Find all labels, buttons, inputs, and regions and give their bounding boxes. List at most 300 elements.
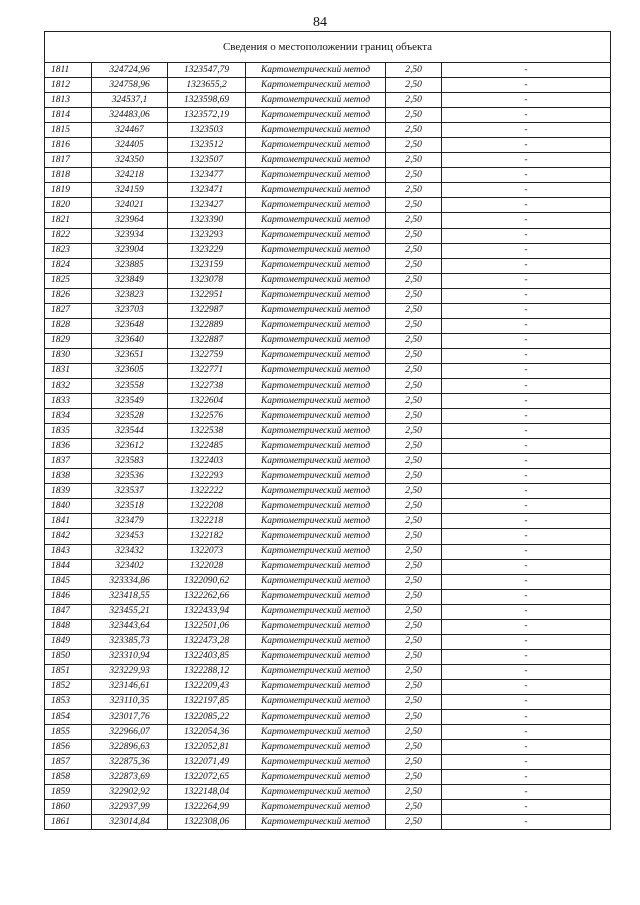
coordinate-x-cell: 323934 bbox=[92, 228, 168, 243]
coordinate-x-cell: 323418,55 bbox=[92, 589, 168, 604]
method-cell: Картометрический метод bbox=[246, 710, 386, 725]
coordinate-x-cell: 324467 bbox=[92, 123, 168, 138]
table-row bbox=[45, 333, 611, 348]
accuracy-cell: 2,50 bbox=[386, 138, 442, 153]
coordinate-y-cell: 1322264,99 bbox=[168, 800, 246, 815]
table-row bbox=[45, 679, 611, 694]
coordinate-x-cell: 323703 bbox=[92, 303, 168, 318]
coordinate-y-cell: 1323390 bbox=[168, 213, 246, 228]
description-cell: - bbox=[442, 815, 611, 830]
coordinate-x-cell: 324483,06 bbox=[92, 108, 168, 123]
accuracy-cell: 2,50 bbox=[386, 213, 442, 228]
coordinate-y-cell: 1322090,62 bbox=[168, 574, 246, 589]
accuracy-cell: 2,50 bbox=[386, 258, 442, 273]
description-cell: - bbox=[442, 664, 611, 679]
coordinate-y-cell: 1322887 bbox=[168, 333, 246, 348]
coordinate-y-cell: 1322501,06 bbox=[168, 619, 246, 634]
coordinate-y-cell: 1322054,36 bbox=[168, 725, 246, 740]
point-number-cell: 1847 bbox=[45, 604, 92, 619]
point-number-cell: 1826 bbox=[45, 288, 92, 303]
coordinate-y-cell: 1322218 bbox=[168, 514, 246, 529]
table-row bbox=[45, 198, 611, 213]
method-cell: Картометрический метод bbox=[246, 634, 386, 649]
coordinate-y-cell: 1322308,06 bbox=[168, 815, 246, 830]
table-row bbox=[45, 228, 611, 243]
method-cell: Картометрический метод bbox=[246, 770, 386, 785]
coordinate-x-cell: 323443,64 bbox=[92, 619, 168, 634]
coordinate-y-cell: 1322473,28 bbox=[168, 634, 246, 649]
coordinate-y-cell: 1322987 bbox=[168, 303, 246, 318]
coordinate-x-cell: 323455,21 bbox=[92, 604, 168, 619]
point-number-cell: 1838 bbox=[45, 469, 92, 484]
point-number-cell: 1830 bbox=[45, 348, 92, 363]
method-cell: Картометрический метод bbox=[246, 544, 386, 559]
point-number-cell: 1841 bbox=[45, 514, 92, 529]
coordinate-x-cell: 323310,94 bbox=[92, 649, 168, 664]
table-row bbox=[45, 469, 611, 484]
description-cell: - bbox=[442, 604, 611, 619]
description-cell: - bbox=[442, 529, 611, 544]
accuracy-cell: 2,50 bbox=[386, 725, 442, 740]
coordinate-x-cell: 323648 bbox=[92, 318, 168, 333]
table-row bbox=[45, 213, 611, 228]
method-cell: Картометрический метод bbox=[246, 604, 386, 619]
accuracy-cell: 2,50 bbox=[386, 228, 442, 243]
method-cell: Картометрический метод bbox=[246, 183, 386, 198]
description-cell: - bbox=[442, 63, 611, 78]
table-row bbox=[45, 439, 611, 454]
description-cell: - bbox=[442, 183, 611, 198]
description-cell: - bbox=[442, 499, 611, 514]
method-cell: Картометрический метод bbox=[246, 63, 386, 78]
coordinate-x-cell: 323110,35 bbox=[92, 694, 168, 709]
coordinate-y-cell: 1322403,85 bbox=[168, 649, 246, 664]
description-cell: - bbox=[442, 649, 611, 664]
accuracy-cell: 2,50 bbox=[386, 439, 442, 454]
description-cell: - bbox=[442, 273, 611, 288]
method-cell: Картометрический метод bbox=[246, 123, 386, 138]
point-number-cell: 1836 bbox=[45, 439, 92, 454]
coordinate-y-cell: 1323547,79 bbox=[168, 63, 246, 78]
method-cell: Картометрический метод bbox=[246, 574, 386, 589]
accuracy-cell: 2,50 bbox=[386, 649, 442, 664]
point-number-cell: 1828 bbox=[45, 318, 92, 333]
method-cell: Картометрический метод bbox=[246, 318, 386, 333]
table-title-row bbox=[45, 32, 611, 63]
table-title-cell bbox=[45, 32, 611, 63]
coordinate-x-cell: 323017,76 bbox=[92, 710, 168, 725]
coordinate-x-cell: 323904 bbox=[92, 243, 168, 258]
coordinate-y-cell: 1323159 bbox=[168, 258, 246, 273]
method-cell: Картометрический метод bbox=[246, 348, 386, 363]
description-cell: - bbox=[442, 514, 611, 529]
coordinate-y-cell: 1322485 bbox=[168, 439, 246, 454]
point-number-cell: 1825 bbox=[45, 273, 92, 288]
point-number-cell: 1815 bbox=[45, 123, 92, 138]
coordinate-x-cell: 323549 bbox=[92, 394, 168, 409]
coordinate-y-cell: 1322759 bbox=[168, 348, 246, 363]
coordinate-y-cell: 1322197,85 bbox=[168, 694, 246, 709]
point-number-cell: 1814 bbox=[45, 108, 92, 123]
point-number-cell: 1852 bbox=[45, 679, 92, 694]
point-number-cell: 1831 bbox=[45, 363, 92, 378]
table-row bbox=[45, 589, 611, 604]
point-number-cell: 1816 bbox=[45, 138, 92, 153]
accuracy-cell: 2,50 bbox=[386, 198, 442, 213]
table-row bbox=[45, 770, 611, 785]
coordinate-y-cell: 1322182 bbox=[168, 529, 246, 544]
table-row bbox=[45, 634, 611, 649]
method-cell: Картометрический метод bbox=[246, 559, 386, 574]
coordinate-y-cell: 1322085,22 bbox=[168, 710, 246, 725]
method-cell: Картометрический метод bbox=[246, 499, 386, 514]
method-cell: Картометрический метод bbox=[246, 649, 386, 664]
coordinate-y-cell: 1323572,19 bbox=[168, 108, 246, 123]
accuracy-cell: 2,50 bbox=[386, 333, 442, 348]
table-row bbox=[45, 409, 611, 424]
table-row bbox=[45, 363, 611, 378]
table-row bbox=[45, 424, 611, 439]
method-cell: Картометрический метод bbox=[246, 469, 386, 484]
point-number-cell: 1819 bbox=[45, 183, 92, 198]
point-number-cell: 1846 bbox=[45, 589, 92, 604]
accuracy-cell: 2,50 bbox=[386, 785, 442, 800]
coordinate-x-cell: 324758,96 bbox=[92, 78, 168, 93]
description-cell: - bbox=[442, 378, 611, 393]
coordinate-x-cell: 323849 bbox=[92, 273, 168, 288]
table-row bbox=[45, 348, 611, 363]
accuracy-cell: 2,50 bbox=[386, 303, 442, 318]
point-number-cell: 1829 bbox=[45, 333, 92, 348]
accuracy-cell: 2,50 bbox=[386, 770, 442, 785]
description-cell: - bbox=[442, 123, 611, 138]
description-cell: - bbox=[442, 694, 611, 709]
description-cell: - bbox=[442, 303, 611, 318]
coordinate-x-cell: 322875,36 bbox=[92, 755, 168, 770]
point-number-cell: 1820 bbox=[45, 198, 92, 213]
coordinate-y-cell: 1322052,81 bbox=[168, 740, 246, 755]
method-cell: Картометрический метод bbox=[246, 228, 386, 243]
method-cell: Картометрический метод bbox=[246, 138, 386, 153]
table-title: Сведения о местоположении границ объекта bbox=[222, 40, 433, 53]
table-row bbox=[45, 454, 611, 469]
coordinate-y-cell: 1322262,66 bbox=[168, 589, 246, 604]
coordinate-x-cell: 323229,93 bbox=[92, 664, 168, 679]
method-cell: Картометрический метод bbox=[246, 273, 386, 288]
coordinate-y-cell: 1322951 bbox=[168, 288, 246, 303]
coordinate-y-cell: 1322889 bbox=[168, 318, 246, 333]
coordinate-x-cell: 323402 bbox=[92, 559, 168, 574]
accuracy-cell: 2,50 bbox=[386, 348, 442, 363]
accuracy-cell: 2,50 bbox=[386, 108, 442, 123]
coordinate-y-cell: 1322073 bbox=[168, 544, 246, 559]
coordinate-x-cell: 324537,1 bbox=[92, 93, 168, 108]
description-cell: - bbox=[442, 288, 611, 303]
coordinate-x-cell: 323823 bbox=[92, 288, 168, 303]
description-cell: - bbox=[442, 318, 611, 333]
coordinate-y-cell: 1322071,49 bbox=[168, 755, 246, 770]
point-number-cell: 1853 bbox=[45, 694, 92, 709]
description-cell: - bbox=[442, 363, 611, 378]
table-row bbox=[45, 183, 611, 198]
coordinate-x-cell: 323605 bbox=[92, 363, 168, 378]
page-number: 84 bbox=[313, 15, 327, 30]
coordinate-x-cell: 323558 bbox=[92, 378, 168, 393]
coordinate-y-cell: 1323471 bbox=[168, 183, 246, 198]
table-row bbox=[45, 725, 611, 740]
table-row bbox=[45, 815, 611, 830]
coordinate-y-cell: 1323512 bbox=[168, 138, 246, 153]
description-cell: - bbox=[442, 710, 611, 725]
description-cell: - bbox=[442, 574, 611, 589]
point-number-cell: 1833 bbox=[45, 394, 92, 409]
method-cell: Картометрический метод bbox=[246, 424, 386, 439]
coordinate-y-cell: 1323229 bbox=[168, 243, 246, 258]
method-cell: Картометрический метод bbox=[246, 815, 386, 830]
accuracy-cell: 2,50 bbox=[386, 589, 442, 604]
accuracy-cell: 2,50 bbox=[386, 740, 442, 755]
point-number-cell: 1859 bbox=[45, 785, 92, 800]
point-number-cell: 1821 bbox=[45, 213, 92, 228]
description-cell: - bbox=[442, 228, 611, 243]
accuracy-cell: 2,50 bbox=[386, 544, 442, 559]
table-row bbox=[45, 63, 611, 78]
table-row bbox=[45, 123, 611, 138]
table-row bbox=[45, 544, 611, 559]
coordinate-x-cell: 324021 bbox=[92, 198, 168, 213]
coordinate-y-cell: 1322148,04 bbox=[168, 785, 246, 800]
point-number-cell: 1850 bbox=[45, 649, 92, 664]
coordinate-x-cell: 324724,96 bbox=[92, 63, 168, 78]
accuracy-cell: 2,50 bbox=[386, 288, 442, 303]
table-row bbox=[45, 168, 611, 183]
point-number-cell: 1813 bbox=[45, 93, 92, 108]
description-cell: - bbox=[442, 394, 611, 409]
coordinate-y-cell: 1322209,43 bbox=[168, 679, 246, 694]
coordinate-y-cell: 1322222 bbox=[168, 484, 246, 499]
method-cell: Картометрический метод bbox=[246, 288, 386, 303]
coordinate-x-cell: 323536 bbox=[92, 469, 168, 484]
method-cell: Картометрический метод bbox=[246, 213, 386, 228]
coordinate-y-cell: 1322208 bbox=[168, 499, 246, 514]
method-cell: Картометрический метод bbox=[246, 168, 386, 183]
method-cell: Картометрический метод bbox=[246, 785, 386, 800]
table-row bbox=[45, 529, 611, 544]
description-cell: - bbox=[442, 725, 611, 740]
description-cell: - bbox=[442, 755, 611, 770]
description-cell: - bbox=[442, 93, 611, 108]
coordinate-y-cell: 1323655,2 bbox=[168, 78, 246, 93]
point-number-cell: 1827 bbox=[45, 303, 92, 318]
coordinate-x-cell: 323612 bbox=[92, 439, 168, 454]
method-cell: Картометрический метод bbox=[246, 378, 386, 393]
accuracy-cell: 2,50 bbox=[386, 755, 442, 770]
point-number-cell: 1817 bbox=[45, 153, 92, 168]
description-cell: - bbox=[442, 740, 611, 755]
table-row bbox=[45, 93, 611, 108]
accuracy-cell: 2,50 bbox=[386, 559, 442, 574]
coordinate-y-cell: 1322771 bbox=[168, 363, 246, 378]
description-cell: - bbox=[442, 634, 611, 649]
point-number-cell: 1818 bbox=[45, 168, 92, 183]
description-cell: - bbox=[442, 544, 611, 559]
coordinate-y-cell: 1322028 bbox=[168, 559, 246, 574]
table-row bbox=[45, 604, 611, 619]
table-row bbox=[45, 649, 611, 664]
point-number-cell: 1812 bbox=[45, 78, 92, 93]
table-row bbox=[45, 559, 611, 574]
description-cell: - bbox=[442, 469, 611, 484]
method-cell: Картометрический метод bbox=[246, 333, 386, 348]
coordinate-x-cell: 323651 bbox=[92, 348, 168, 363]
table-row bbox=[45, 740, 611, 755]
coordinate-x-cell: 323453 bbox=[92, 529, 168, 544]
method-cell: Картометрический метод bbox=[246, 800, 386, 815]
coordinate-y-cell: 1323078 bbox=[168, 273, 246, 288]
accuracy-cell: 2,50 bbox=[386, 78, 442, 93]
table-row bbox=[45, 138, 611, 153]
coordinate-y-cell: 1323427 bbox=[168, 198, 246, 213]
table-row bbox=[45, 78, 611, 93]
coordinate-y-cell: 1323598,69 bbox=[168, 93, 246, 108]
method-cell: Картометрический метод bbox=[246, 755, 386, 770]
table-row bbox=[45, 288, 611, 303]
coordinate-x-cell: 323518 bbox=[92, 499, 168, 514]
point-number-cell: 1811 bbox=[45, 63, 92, 78]
method-cell: Картометрический метод bbox=[246, 529, 386, 544]
table-row bbox=[45, 378, 611, 393]
coordinate-x-cell: 324350 bbox=[92, 153, 168, 168]
method-cell: Картометрический метод bbox=[246, 514, 386, 529]
accuracy-cell: 2,50 bbox=[386, 243, 442, 258]
description-cell: - bbox=[442, 168, 611, 183]
description-cell: - bbox=[442, 348, 611, 363]
accuracy-cell: 2,50 bbox=[386, 424, 442, 439]
coordinate-x-cell: 324159 bbox=[92, 183, 168, 198]
point-number-cell: 1856 bbox=[45, 740, 92, 755]
description-cell: - bbox=[442, 243, 611, 258]
accuracy-cell: 2,50 bbox=[386, 604, 442, 619]
coordinate-y-cell: 1322072,65 bbox=[168, 770, 246, 785]
description-cell: - bbox=[442, 800, 611, 815]
method-cell: Картометрический метод bbox=[246, 740, 386, 755]
coordinate-x-cell: 323432 bbox=[92, 544, 168, 559]
table-row bbox=[45, 303, 611, 318]
point-number-cell: 1848 bbox=[45, 619, 92, 634]
description-cell: - bbox=[442, 424, 611, 439]
table-row bbox=[45, 484, 611, 499]
description-cell: - bbox=[442, 484, 611, 499]
table-row bbox=[45, 153, 611, 168]
method-cell: Картометрический метод bbox=[246, 153, 386, 168]
accuracy-cell: 2,50 bbox=[386, 168, 442, 183]
point-number-cell: 1861 bbox=[45, 815, 92, 830]
point-number-cell: 1843 bbox=[45, 544, 92, 559]
point-number-cell: 1855 bbox=[45, 725, 92, 740]
point-number-cell: 1860 bbox=[45, 800, 92, 815]
coordinate-x-cell: 323385,73 bbox=[92, 634, 168, 649]
coordinate-y-cell: 1322293 bbox=[168, 469, 246, 484]
coordinate-x-cell: 324218 bbox=[92, 168, 168, 183]
accuracy-cell: 2,50 bbox=[386, 679, 442, 694]
coordinate-y-cell: 1323507 bbox=[168, 153, 246, 168]
coordinate-x-cell: 322966,07 bbox=[92, 725, 168, 740]
accuracy-cell: 2,50 bbox=[386, 63, 442, 78]
method-cell: Картометрический метод bbox=[246, 694, 386, 709]
table-row bbox=[45, 800, 611, 815]
method-cell: Картометрический метод bbox=[246, 619, 386, 634]
accuracy-cell: 2,50 bbox=[386, 409, 442, 424]
description-cell: - bbox=[442, 213, 611, 228]
accuracy-cell: 2,50 bbox=[386, 469, 442, 484]
coordinate-x-cell: 323544 bbox=[92, 424, 168, 439]
coordinate-y-cell: 1322576 bbox=[168, 409, 246, 424]
method-cell: Картометрический метод bbox=[246, 394, 386, 409]
accuracy-cell: 2,50 bbox=[386, 123, 442, 138]
method-cell: Картометрический метод bbox=[246, 303, 386, 318]
description-cell: - bbox=[442, 589, 611, 604]
table-row bbox=[45, 574, 611, 589]
accuracy-cell: 2,50 bbox=[386, 378, 442, 393]
coordinate-x-cell: 322937,99 bbox=[92, 800, 168, 815]
point-number-cell: 1857 bbox=[45, 755, 92, 770]
description-cell: - bbox=[442, 785, 611, 800]
accuracy-cell: 2,50 bbox=[386, 318, 442, 333]
accuracy-cell: 2,50 bbox=[386, 363, 442, 378]
description-cell: - bbox=[442, 78, 611, 93]
method-cell: Картометрический метод bbox=[246, 258, 386, 273]
table-row bbox=[45, 243, 611, 258]
method-cell: Картометрический метод bbox=[246, 664, 386, 679]
coordinate-x-cell: 323640 bbox=[92, 333, 168, 348]
point-number-cell: 1823 bbox=[45, 243, 92, 258]
coordinate-x-cell: 323885 bbox=[92, 258, 168, 273]
method-cell: Картометрический метод bbox=[246, 679, 386, 694]
coordinate-y-cell: 1322433,94 bbox=[168, 604, 246, 619]
point-number-cell: 1858 bbox=[45, 770, 92, 785]
coordinate-x-cell: 323964 bbox=[92, 213, 168, 228]
accuracy-cell: 2,50 bbox=[386, 183, 442, 198]
coordinate-x-cell: 323014,84 bbox=[92, 815, 168, 830]
description-cell: - bbox=[442, 138, 611, 153]
coordinate-x-cell: 323479 bbox=[92, 514, 168, 529]
point-number-cell: 1840 bbox=[45, 499, 92, 514]
point-number-cell: 1834 bbox=[45, 409, 92, 424]
coordinate-y-cell: 1322288,12 bbox=[168, 664, 246, 679]
description-cell: - bbox=[442, 153, 611, 168]
accuracy-cell: 2,50 bbox=[386, 710, 442, 725]
point-number-cell: 1844 bbox=[45, 559, 92, 574]
method-cell: Картометрический метод bbox=[246, 78, 386, 93]
description-cell: - bbox=[442, 198, 611, 213]
coordinate-y-cell: 1323293 bbox=[168, 228, 246, 243]
coordinate-x-cell: 322873,69 bbox=[92, 770, 168, 785]
description-cell: - bbox=[442, 679, 611, 694]
coordinate-x-cell: 323334,86 bbox=[92, 574, 168, 589]
description-cell: - bbox=[442, 439, 611, 454]
accuracy-cell: 2,50 bbox=[386, 499, 442, 514]
method-cell: Картометрический метод bbox=[246, 409, 386, 424]
accuracy-cell: 2,50 bbox=[386, 694, 442, 709]
accuracy-cell: 2,50 bbox=[386, 394, 442, 409]
table-row bbox=[45, 664, 611, 679]
table-row bbox=[45, 694, 611, 709]
method-cell: Картометрический метод bbox=[246, 363, 386, 378]
point-number-cell: 1822 bbox=[45, 228, 92, 243]
coordinate-x-cell: 324405 bbox=[92, 138, 168, 153]
coordinate-x-cell: 322896,63 bbox=[92, 740, 168, 755]
point-number-cell: 1842 bbox=[45, 529, 92, 544]
